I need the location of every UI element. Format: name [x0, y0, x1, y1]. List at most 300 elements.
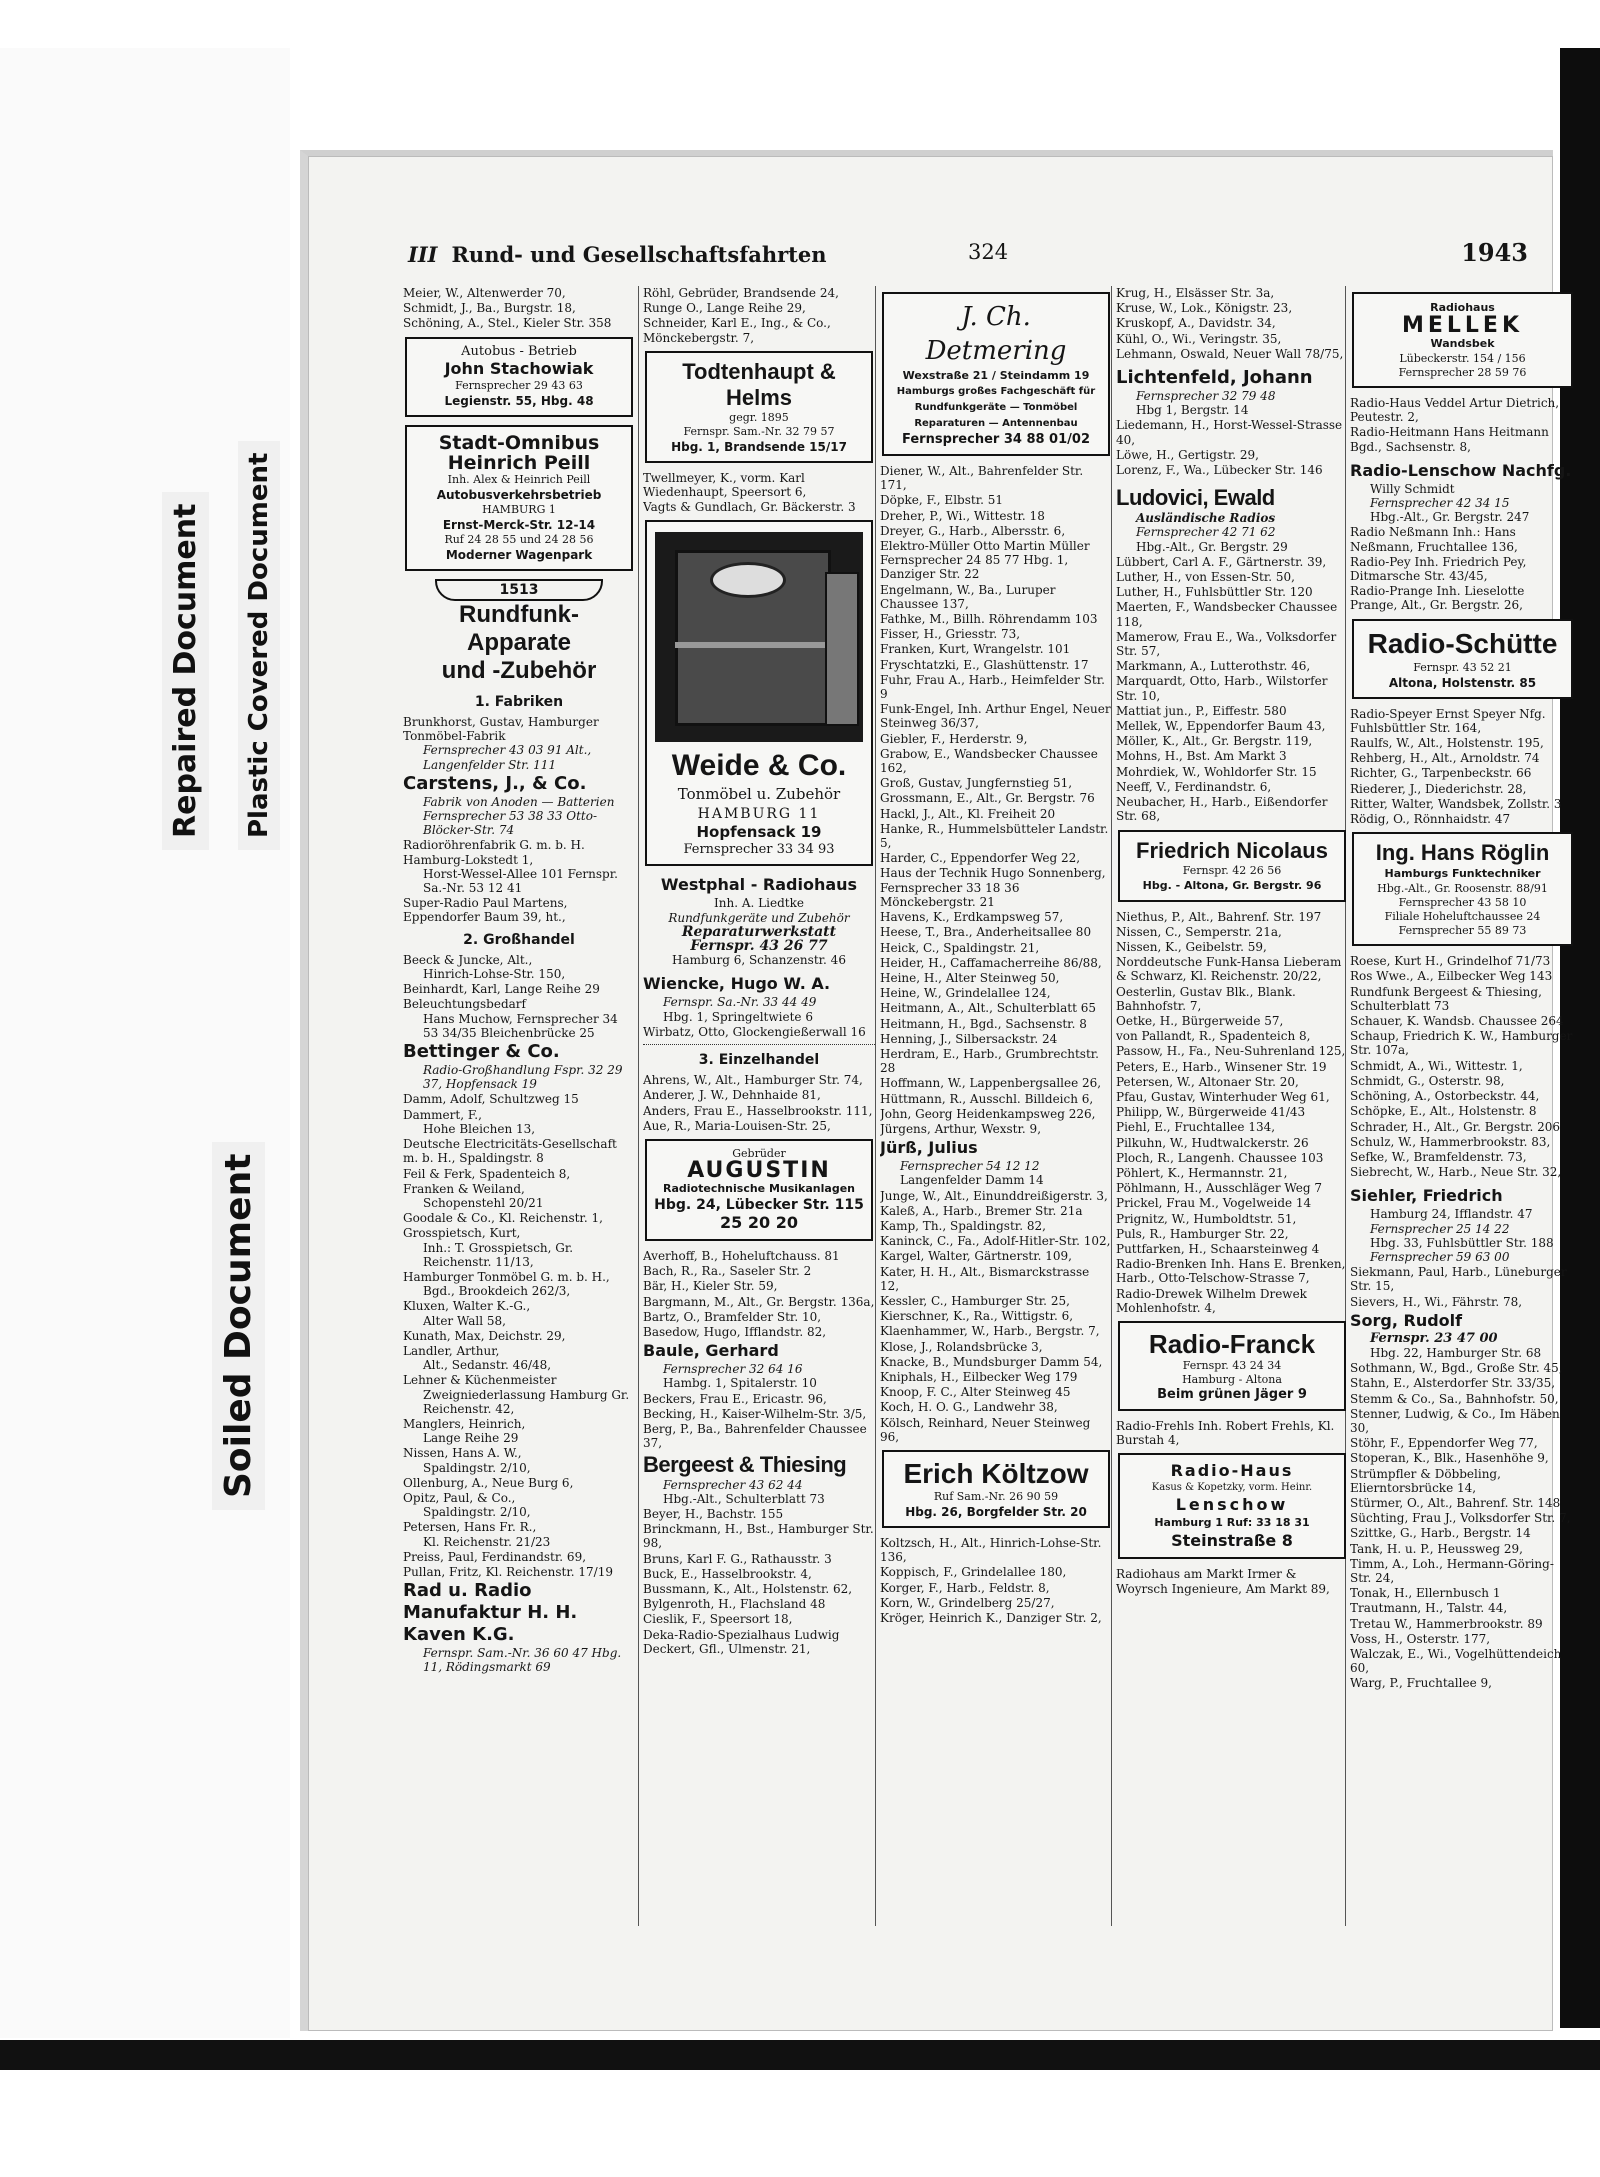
- entry-name: Opitz, Paul, & Co.,: [403, 1490, 516, 1505]
- entry-name: Damm, Adolf, Schultzweg 15: [403, 1092, 579, 1107]
- list-item: [403, 1329, 635, 1343]
- entry-name: Brunkhorst, Gustav, Hamburger Tonmöbel-Fabrik: [403, 715, 599, 744]
- list-item: Knoop, F. C., Alter Steinweg 45: [880, 1385, 1071, 1400]
- list-item: Strümpfler & Döbbeling, Elierntorsbrücke 14,: [1350, 1466, 1501, 1495]
- list-item: Franken, Kurt, Wrangelstr. 101: [880, 642, 1071, 657]
- entry-detail: Inh. A. Liedtke: [714, 896, 804, 911]
- shelf-shape: [675, 642, 825, 648]
- list-item: Möller, K., Alt., Gr. Bergstr. 119,: [1116, 734, 1313, 749]
- entry-name: Radioröhrenfabrik G. m. b. H. Hamburg-Lokstedt 1,: [403, 838, 585, 867]
- entry-detail: Lange Reihe 29: [423, 1431, 519, 1446]
- entry-detail: Hans Muchow, Fernsprecher 34 53 34/35 Bleichenbrücke 25: [423, 1011, 618, 1040]
- list-item: Kessler, C., Hamburger Str. 25,: [880, 1293, 1070, 1308]
- ad-todtenhaupt: [645, 351, 873, 463]
- ludovici-entry: [1116, 485, 1348, 554]
- list-item: [403, 838, 635, 895]
- entry-name: Beeck & Juncke, Alt.,: [403, 952, 533, 967]
- entry-detail: Hbg 1, Bergstr. 14: [1136, 403, 1249, 418]
- door-shape: [825, 572, 859, 726]
- divider: [643, 1044, 875, 1045]
- list-item: Puttfarken, H., Schaarsteinweg 4: [1116, 1241, 1320, 1256]
- list-item: Anderer, J. W., Dehnhaide 81,: [643, 1088, 821, 1103]
- list-item: Berg, P., Ba., Bahrenfelder Chaussee 37,: [643, 1422, 867, 1451]
- entry-name: Pullan, Fritz, Kl. Reichenstr. 17/19: [403, 1564, 613, 1579]
- list-item: Bartz, O., Bramfelder Str. 10,: [643, 1309, 822, 1324]
- ad-line: Hamburgs großes Fachgeschäft für: [896, 386, 1096, 397]
- list-item: [403, 953, 635, 981]
- list-item: Knacke, B., Mundsburger Damm 54,: [880, 1354, 1103, 1369]
- list-item: Schmidt, A., Wi., Wittestr. 1,: [1350, 1058, 1523, 1073]
- category-number: 1513: [435, 579, 603, 601]
- list-item: Radio-Speyer Ernst Speyer Nfg. Fuhlsbüttler Str. 164,: [1350, 706, 1546, 735]
- list-item: Niethus, P., Alt., Bahrenf. Str. 197: [1116, 909, 1322, 924]
- directory-page: [300, 150, 1573, 2031]
- ad-line: Radiohaus: [1430, 301, 1495, 314]
- list-item: Lehmann, Oswald, Neuer Wall 78/75,: [1116, 346, 1344, 361]
- ad-line: Reparaturen — Antennenbau: [914, 418, 1078, 429]
- ad-line: HAMBURG 11: [697, 806, 821, 823]
- entry-detail: Kl. Reichenstr. 21/23: [423, 1534, 551, 1549]
- ad-koeltzow: [882, 1450, 1110, 1528]
- list-item: Schauer, K. Wandsb. Chaussee 264: [1350, 1014, 1564, 1029]
- entry-name: Lichtenfeld, Johann: [1116, 367, 1313, 389]
- list-item: Fisser, H., Griesstr. 73,: [880, 627, 1021, 642]
- list-item: Siebrecht, W., Harb., Neue Str. 32,: [1350, 1165, 1562, 1180]
- list-item: Groß, Gustav, Jungfernstieg 51,: [880, 776, 1073, 791]
- entry-detail: Hbg. 22, Hamburger Str. 68: [1370, 1345, 1542, 1360]
- entry-name: Bettinger & Co.: [403, 1041, 560, 1063]
- entry-name: Ollenburg, A., Neue Burg 6,: [403, 1475, 574, 1490]
- list-item: [403, 1344, 635, 1372]
- entry-name: Jürß, Julius: [880, 1138, 978, 1158]
- list-item: Becking, H., Kaiser-Wilhelm-Str. 3/5,: [643, 1406, 867, 1421]
- category-title: Rundfunk-: [459, 600, 579, 628]
- list-item: Heine, H., Alter Steinweg 50,: [880, 970, 1060, 985]
- list-item: [403, 1137, 635, 1165]
- column-rule: [875, 286, 876, 1926]
- entry-detail: Inh.: T. Grosspietsch, Gr. Reichenstr. 11/13,: [423, 1240, 574, 1269]
- page-header: [408, 234, 1528, 274]
- entry-detail: Fernsprecher 43 62 44: [663, 1477, 803, 1492]
- ad-line: Hbg. 26, Borgfelder Str. 20: [905, 1505, 1087, 1519]
- column-1: [403, 286, 635, 1926]
- ad-title: J. Ch. Detmering: [925, 302, 1067, 366]
- entry-name: Grosspietsch, Kurt,: [403, 1226, 521, 1241]
- list-item: Sievers, H., Wi., Fährstr. 78,: [1350, 1294, 1523, 1309]
- baule-entry: [643, 1340, 875, 1390]
- ad-title: Radio-Franck: [1148, 1328, 1316, 1359]
- list-item: [403, 1550, 635, 1564]
- list-item: Sothmann, W., Bgd., Große Str. 45,: [1350, 1361, 1563, 1376]
- list-item: Deka-Radio-Spezialhaus Ludwig Deckert, Gfl., Ulmenstr. 21,: [643, 1627, 840, 1656]
- list-item: Philipp, W., Bürgerweide 41/43: [1116, 1105, 1306, 1120]
- list-item: [403, 1108, 635, 1136]
- entry-detail: Spaldingstr. 2/10,: [423, 1505, 531, 1520]
- list-item: Kaleß, A., Harb., Bremer Str. 21a: [880, 1203, 1083, 1218]
- ad-line: Fernsprecher 29 43 63: [455, 378, 583, 392]
- label-repaired: Repaired Document: [162, 492, 209, 850]
- ad-lenschow: [1118, 1453, 1346, 1559]
- list-item: Stemm & Co., Sa., Bahnhofstr. 50,: [1350, 1391, 1559, 1406]
- list-item: Heitmann, A., Alt., Schulterblatt 65: [880, 1001, 1097, 1016]
- list-item: Kruskopf, A., Davidstr. 34,: [1116, 316, 1276, 331]
- list-item: Giebler, F., Herderstr. 9,: [880, 731, 1028, 746]
- list-item: Piehl, E., Fruchtallee 134,: [1116, 1120, 1276, 1135]
- list-item: Timm, A., Loh., Hermann-Göring-Str. 24,: [1350, 1556, 1554, 1585]
- entry-detail: Fernspr. Sam.-Nr. 36 60 47 Hbg. 11, Rödingsmarkt 69: [423, 1646, 622, 1675]
- entry-detail: Horst-Wessel-Allee 101 Fernspr. Sa.-Nr. 53 12 41: [423, 866, 618, 896]
- list-item: Liedemann, H., Horst-Wessel-Strasse 40,: [1116, 418, 1343, 447]
- list-item: Tretau W., Hammerbrookstr. 89: [1350, 1616, 1543, 1631]
- section-header: [408, 242, 827, 267]
- entry-detail: Zweigniederlassung Hamburg Gr. Reichenstr. 42,: [423, 1387, 630, 1416]
- entry-name: Siehler, Friedrich: [1350, 1186, 1503, 1206]
- list-item: Schöning, A., Ostorbeckstr. 44,: [1350, 1089, 1540, 1104]
- list-item: [403, 1520, 635, 1548]
- list-item: Roese, Kurt H., Grindelhof 71/73: [1350, 954, 1551, 969]
- column-rule: [638, 286, 639, 1926]
- list-item: Mellek, W., Eppendorfer Baum 43,: [1116, 719, 1326, 734]
- list-item: Rödig, O., Rönnhaidstr. 47: [1350, 812, 1511, 827]
- ad-line: Fernspr. 43 52 21: [1413, 660, 1512, 674]
- list-item: [403, 896, 635, 924]
- entry-name: Kluxen, Walter K.-G.,: [403, 1299, 531, 1314]
- entry-detail: Hambg. 1, Spitalerstr. 10: [663, 1376, 817, 1391]
- list-item: Kölsch, Reinhard, Neuer Steinweg 96,: [880, 1415, 1091, 1444]
- list-item: Ploch, R., Langenh. Chaussee 103: [1116, 1150, 1324, 1165]
- list-item: Szittke, G., Harb., Bergstr. 14: [1350, 1526, 1531, 1541]
- entry-detail: Schopenstehl 20/21: [423, 1195, 544, 1210]
- ad-line: Ruf Sam.-Nr. 26 90 59: [933, 1490, 1059, 1503]
- list-item: Kater, H. H., Alt., Bismarckstrasse 12,: [880, 1264, 1090, 1293]
- ad-peill: [405, 425, 633, 571]
- entry-detail: Hinrich-Lohse-Str. 150,: [423, 967, 566, 982]
- list-item: Bussmann, K., Alt., Holstenstr. 62,: [643, 1581, 853, 1596]
- subsection-heading: 1. Fabriken: [474, 693, 564, 710]
- list-item: Warg, P., Fruchtallee 9,: [1350, 1676, 1492, 1691]
- list-item: [403, 1417, 635, 1445]
- list-item: Heine, W., Grindelallee 124,: [880, 986, 1051, 1001]
- list-item: Süchting, Frau J., Volksdorfer Str. 7,: [1350, 1511, 1571, 1526]
- list-item: Koch, H. O. G., Landwehr 38,: [880, 1400, 1058, 1415]
- list-item: Stöhr, F., Eppendorfer Weg 77,: [1350, 1436, 1538, 1451]
- entry-detail: Alter Wall 58,: [423, 1313, 506, 1328]
- list-item: Korn, W., Grindelberg 25/27,: [880, 1595, 1055, 1610]
- entry-name: Manglers, Heinrich,: [403, 1416, 526, 1431]
- list-item: Löwe, H., Gertigstr. 29,: [1116, 447, 1259, 462]
- list-item: Radio Neßmann Inh.: Hans Neßmann, Fruchtallee 136,: [1350, 525, 1518, 554]
- condition-labels: [150, 330, 300, 1530]
- list-item: Ritter, Walter, Wandsbek, Zollstr. 3: [1350, 796, 1562, 811]
- juerss-entry: [880, 1137, 1112, 1187]
- list-item: Fathke, M., Billh. Röhrendamm 103: [880, 612, 1098, 627]
- entry-name: Baule, Gerhard: [643, 1341, 779, 1361]
- list-item: Schulz, W., Hammerbrookstr. 83,: [1350, 1134, 1551, 1149]
- ad-title: Steinstraße 8: [1171, 1531, 1293, 1551]
- list-item: Runge O., Lange Reihe 29,: [643, 301, 806, 316]
- ad-title: Radio-Haus: [1170, 1461, 1294, 1481]
- list-item: Walczak, E., Wi., Vogelhüttendeich 60,: [1350, 1647, 1562, 1676]
- list-item: Bruns, Karl F. G., Rathausstr. 3: [643, 1551, 832, 1566]
- entry-detail: Willy Schmidt: [1370, 481, 1455, 496]
- list-item: Radio-Haus Veddel Artur Dietrich, Peutestr. 2,: [1350, 396, 1560, 425]
- list-item: Bach, R., Ra., Saseler Str. 2: [643, 1264, 812, 1279]
- list-item: Sefke, W., Bramfeldenstr. 73,: [1350, 1149, 1527, 1164]
- entry-name: Sorg, Rudolf: [1350, 1310, 1463, 1330]
- list-item: Schaup, Friedrich K. W., Hamburger Str. 107a,: [1350, 1029, 1573, 1058]
- ad-line: Kasus & Kopetzky, vorm. Heinr.: [1151, 1482, 1313, 1494]
- ad-title: Radio-Schütte: [1367, 627, 1558, 659]
- list-item: Heese, T., Bra., Anderheitsallee 80: [880, 925, 1092, 940]
- list-item: Beckers, Frau E., Ericastr. 96,: [643, 1391, 827, 1406]
- entry-name: Westphal - Radiohaus: [660, 875, 858, 895]
- list-item: Vagts & Gundlach, Gr. Bäckerstr. 3: [643, 500, 856, 515]
- list-item: Stahn, E., Alsterdorfer Str. 33/35,: [1350, 1376, 1556, 1391]
- list-item: Ros Wwe., A., Eilbecker Weg 143: [1350, 969, 1553, 984]
- ad-line: Fernsprecher 43 58 10: [1398, 896, 1527, 910]
- list-item: Prickel, Frau M., Vogelweide 14: [1116, 1196, 1312, 1211]
- subsection-heading: 3. Einzelhandel: [698, 1052, 820, 1069]
- entry-detail: Spaldingstr. 2/10,: [423, 1460, 531, 1475]
- list-item: Petersen, W., Altonaer Str. 20,: [1116, 1074, 1299, 1089]
- list-item: Peters, E., Harb., Winsener Str. 19: [1116, 1059, 1327, 1074]
- list-item: Buck, E., Hasselbrookstr. 4,: [643, 1566, 812, 1581]
- list-item: Lübbert, Carl A. F., Gärtnerstr. 39,: [1116, 554, 1327, 569]
- entry-name: Wiencke, Hugo W. A.: [643, 974, 831, 994]
- list-item: Cieslik, F., Speersort 18,: [643, 1612, 793, 1627]
- list-item: Luther, H., von Essen-Str. 50,: [1116, 570, 1295, 585]
- entry-name: Rad u. Radio Manufaktur H. H. Kaven K.G.: [403, 1580, 578, 1646]
- list-item: Nissen, C., Semperstr. 21a,: [1116, 924, 1282, 939]
- list-item: Hanke, R., Hummelsbütteler Landstr. 5,: [880, 821, 1109, 851]
- ad-schuette: [1352, 619, 1573, 699]
- ad-line: Fernspr. Sam.-Nr. 32 79 57: [683, 424, 835, 438]
- ad-title: Todtenhaupt & Helms: [682, 358, 836, 410]
- ad-line: Inh. Alex & Heinrich Peill: [447, 472, 591, 486]
- list-item: Mattiat jun., P., Eiffestr. 580: [1116, 703, 1287, 718]
- ad-line: Fernspr. 43 24 34: [1182, 1358, 1282, 1372]
- ad-line: Wandsbek: [1430, 337, 1495, 350]
- list-item: Heitmann, H., Bgd., Sachsenstr. 8: [880, 1016, 1087, 1031]
- ad-title: Lenschow: [1175, 1495, 1289, 1515]
- list-item: Kniphals, H., Eilbecker Weg 179: [880, 1369, 1078, 1384]
- list-item: Tank, H. u. P., Heussweg 29,: [1350, 1541, 1523, 1556]
- list-item: Pfau, Gustav, Winterhuder Weg 61,: [1116, 1089, 1330, 1104]
- list-item: Funk-Engel, Inh. Arthur Engel, Neuer Steinweg 36/37,: [880, 702, 1111, 731]
- list-item: Riederer, J., Diederichstr. 28,: [1350, 781, 1527, 796]
- list-item: Rehberg, H., Alt., Arnoldstr. 74: [1350, 751, 1540, 766]
- ad-title: Friedrich Nicolaus: [1136, 837, 1328, 863]
- list-item: Mohrdiek, W., Wohldorfer Str. 15: [1116, 764, 1317, 779]
- entry-detail: Bgd., Brookdeich 262/3,: [423, 1284, 571, 1299]
- ad-line: Radiotechnische Musikanlagen: [663, 1182, 855, 1196]
- list-item: Markmann, A., Lutterothstr. 46,: [1116, 659, 1311, 674]
- list-item: Koltzsch, H., Alt., Hinrich-Lohse-Str. 136,: [880, 1536, 1102, 1565]
- entry-name: Hamburger Tonmöbel G. m. b. H.,: [403, 1269, 610, 1284]
- list-item: [403, 773, 635, 838]
- list-item: Schneider, Karl E., Ing., & Co., Mönckebergstr. 7,: [643, 316, 831, 345]
- entry-name: Goodale & Co., Kl. Reichenstr. 1,: [403, 1211, 603, 1226]
- list-item: Norddeutsche Funk-Hansa Lieberam & Schwarz, Kl. Reichenstr. 20/22,: [1116, 955, 1342, 984]
- entry-detail: Fernsprecher 25 14 22: [1370, 1221, 1510, 1236]
- list-item: Stürmer, O., Alt., Bahrenf. Str. 148: [1350, 1495, 1561, 1510]
- ad-line: Altona, Holstenstr. 85: [1388, 675, 1537, 690]
- list-item: Lorenz, F., Wa., Lübecker Str. 146: [1116, 463, 1323, 478]
- entry-name: Dammert, F.,: [403, 1107, 482, 1122]
- list-item: Kaninck, C., Fa., Adolf-Hitler-Str. 102,: [880, 1234, 1111, 1249]
- entry-detail: Fernspr. Sa.-Nr. 33 44 49: [663, 995, 817, 1010]
- ad-title: John Stachowiak: [444, 358, 594, 378]
- entry-detail: Hamburg 6, Schanzenstr. 46: [672, 953, 846, 968]
- ad-line: Autobus - Betrieb: [461, 343, 577, 359]
- list-item: Haus der Technik Hugo Sonnenberg, Fernsprecher 33 18 36 Mönckebergstr. 21: [880, 866, 1106, 909]
- label-plastic-covered: Plastic Covered Document: [238, 441, 280, 850]
- sorg-entry: [1350, 1310, 1575, 1360]
- entry-detail: Ausländische Radios: [1136, 511, 1276, 526]
- list-item: Heider, H., Caffamacherreihe 86/88,: [880, 955, 1102, 970]
- list-item: Kruse, W., Lok., Königstr. 23,: [1116, 301, 1293, 316]
- list-item: Grossmann, E., Alt., Gr. Bergstr. 76: [880, 791, 1095, 806]
- list-item: Heick, C., Spaldingstr. 21,: [880, 940, 1040, 955]
- ad-line: Fernsprecher 55 89 73: [1398, 924, 1527, 938]
- list-item: Korger, F., Harb., Feldstr. 8,: [880, 1580, 1050, 1595]
- entry-detail: Hbg. 1, Springeltwiete 6: [663, 1009, 813, 1024]
- entry-detail: Radio-Großhandlung Fspr. 32 29 37, Hopfensack 19: [423, 1063, 623, 1092]
- radio-cabinet-image: [655, 532, 863, 742]
- column-5: [1350, 286, 1575, 1926]
- list-item: Bylgenroth, H., Flachsland 48: [643, 1597, 826, 1612]
- list-item: Kühl, O., Wi., Veringstr. 35,: [1116, 331, 1282, 346]
- year: 1943: [1461, 238, 1528, 267]
- list-item: Bär, H., Kieler Str. 59,: [643, 1279, 778, 1294]
- entry-name: Ludovici, Ewald: [1116, 485, 1275, 511]
- page-number: 324: [968, 240, 1009, 264]
- list-item: Radio-Prange Inh. Lieselotte Prange, Alt., Gr. Bergstr. 26,: [1350, 584, 1525, 613]
- bergeest-entry: [643, 1452, 875, 1506]
- entry-detail: Fernspr. 43 26 77: [690, 938, 828, 955]
- ad-title: MELLEK: [1401, 313, 1524, 338]
- ad-title: Ing. Hans Röglin: [1375, 840, 1550, 866]
- list-item: [403, 1270, 635, 1298]
- column-2: [643, 286, 875, 1926]
- list-item: Marquardt, Otto, Harb., Wilstorfer Str. 10,: [1116, 674, 1328, 703]
- list-item: Röhl, Gebrüder, Brandsende 24,: [643, 286, 839, 300]
- ad-title: Weide & Co.: [671, 749, 847, 783]
- list-item: Schöpke, E., Alt., Holstenstr. 8: [1350, 1104, 1537, 1119]
- entry-name: Nissen, Hans A. W.,: [403, 1446, 522, 1461]
- ad-detmering: [882, 292, 1110, 456]
- section-title: Rund- und Gesellschaftsfahrten: [451, 242, 827, 267]
- list-item: Tonak, H., Ellernbusch 1: [1350, 1586, 1501, 1601]
- entry-detail: Fabrik von Anoden — Batterien Fernsprecher 53 38 33 Otto-Blöcker-Str. 74: [423, 794, 615, 838]
- ad-title: Stadt-Omnibus: [438, 431, 600, 454]
- list-item: Kargel, Walter, Gärtnerstr. 109,: [880, 1249, 1072, 1264]
- list-item: Koppisch, F., Grindelallee 180,: [880, 1565, 1067, 1580]
- list-item: [403, 1580, 635, 1674]
- ad-line: Hopfensack 19: [696, 823, 822, 842]
- list-item: Siekmann, Paul, Harb., Lüneburger Str. 15,: [1350, 1265, 1567, 1294]
- entry-detail: Hbg.-Alt., Gr. Bergstr. 247: [1370, 510, 1530, 525]
- list-item: Radio-Pey Inh. Friedrich Pey, Ditmarsche Str. 43/45,: [1350, 554, 1527, 584]
- list-item: Pöhlmann, H., Ausschläger Weg 7: [1116, 1181, 1322, 1196]
- ad-line: Rundfunkgeräte — Tonmöbel: [914, 402, 1078, 413]
- subsection-heading: 2. Großhandel: [463, 931, 575, 948]
- list-item: Klaenhammer, W., Harb., Bergstr. 7,: [880, 1324, 1100, 1339]
- lenschow-entry: [1350, 460, 1575, 525]
- list-item: Fuhr, Frau A., Harb., Heimfelder Str. 9: [880, 672, 1105, 702]
- column-4: [1116, 286, 1348, 1926]
- list-item: Fryschtatzki, E., Glashüttenstr. 17: [880, 657, 1089, 672]
- list-item: Richter, G., Tarpenbeckstr. 66: [1350, 766, 1532, 781]
- list-item: Jürgens, Arthur, Wexstr. 9,: [880, 1121, 1042, 1136]
- column-3: [880, 286, 1112, 1926]
- list-item: [403, 1476, 635, 1490]
- list-item: Passow, H., Fa., Neu-Suhrenland 125,: [1116, 1044, 1346, 1059]
- list-item: Maerten, F., Wandsbecker Chaussee 118,: [1116, 600, 1338, 629]
- list-item: Radio-Brenken Inh. Hans E. Brenken, Harb., Otto-Telschow-Strasse 7,: [1116, 1257, 1346, 1286]
- list-item: Neeff, V., Ferdinandstr. 6,: [1116, 779, 1272, 794]
- ad-line: Hbg. 1, Brandsende 15/17: [671, 439, 847, 454]
- list-item: von Pallandt, R., Spadenteich 8,: [1116, 1029, 1311, 1044]
- list-item: Diener, W., Alt., Bahrenfelder Str. 171,: [880, 464, 1084, 493]
- ad-title: AUGUSTIN: [687, 1158, 831, 1184]
- ad-nicolaus: [1118, 830, 1346, 902]
- entry-detail: Fernsprecher 59 63 00: [1370, 1249, 1510, 1264]
- list-item: Voss, H., Osterstr. 177,: [1350, 1631, 1491, 1646]
- entry-detail: Fernsprecher 54 12 12: [900, 1159, 1040, 1174]
- list-item: Harder, C., Eppendorfer Weg 22,: [880, 851, 1081, 866]
- list-item: Brinckmann, H., Bst., Hamburger Str. 98,: [643, 1522, 874, 1551]
- entry-detail: Fernsprecher 42 34 15: [1370, 496, 1510, 511]
- list-item: Mohns, H., Bst. Am Markt 3: [1116, 749, 1287, 764]
- entry-name: Lehner & Küchenmeister: [403, 1373, 557, 1388]
- entry-name: Kunath, Max, Deichstr. 29,: [403, 1328, 566, 1343]
- ad-line: Hbg. - Altona, Gr. Bergstr. 96: [1142, 878, 1322, 892]
- list-item: Kamp, Th., Spaldingstr. 82,: [880, 1218, 1046, 1233]
- list-item: Luther, H., Fuhlsbüttler Str. 120: [1116, 585, 1313, 600]
- entry-name: Beleuchtungsbedarf: [403, 997, 526, 1012]
- ad-line: Legienstr. 55, Hbg. 48: [444, 393, 594, 408]
- entry-name: Carstens, J., & Co.: [403, 772, 587, 794]
- wiencke-entry: [643, 973, 875, 1023]
- scan-edge-bottom: [0, 2040, 1600, 2070]
- ad-line: Moderner Wagenpark: [445, 547, 593, 562]
- list-item: Ahrens, W., Alt., Hamburger Str. 74,: [643, 1073, 863, 1088]
- list-item: Prignitz, W., Humboldtstr. 51,: [1116, 1211, 1297, 1226]
- lichtenfeld-entry: [1116, 367, 1348, 417]
- list-item: Elektro-Müller Otto Martin Müller Fernsprecher 24 85 77 Hbg. 1, Danziger Str. 22: [880, 539, 1090, 582]
- list-item: Dreyer, G., Harb., Albersstr. 6,: [880, 523, 1066, 538]
- list-item: Schmidt, G., Osterstr. 98,: [1350, 1073, 1505, 1088]
- list-item: Henning, J., Silbersackstr. 24: [880, 1031, 1058, 1046]
- list-item: Meier, W., Altenwerder 70,: [403, 286, 566, 300]
- list-item: [403, 1299, 635, 1327]
- list-item: Grabow, E., Wandsbecker Chaussee 162,: [880, 746, 1098, 776]
- entry-detail: Fernsprecher 43 03 91 Alt., Langenfelder Str. 111: [423, 743, 592, 772]
- entry-detail: Fernsprecher 42 71 62: [1136, 525, 1276, 540]
- list-item: Wirbatz, Otto, Glockengießerwall 16: [643, 1024, 866, 1039]
- list-item: Dreher, P., Wi., Wittestr. 18: [880, 508, 1045, 523]
- entry-detail: Alt., Sedanstr. 46/48,: [423, 1358, 552, 1373]
- ad-augustin: [645, 1139, 873, 1241]
- list-item: Neubacher, H., Harb., Eißendorfer Str. 68,: [1116, 795, 1328, 824]
- category-title: und -Zubehör: [441, 656, 597, 684]
- ad-line: Hbg.-Alt., Gr. Roosenstr. 88/91: [1377, 882, 1548, 896]
- ad-line: HAMBURG 1: [482, 502, 556, 516]
- list-item: Herdram, E., Harb., Grumbrechtstr. 28: [880, 1046, 1099, 1076]
- entry-detail: Hohe Bleichen 13,: [423, 1121, 536, 1136]
- list-item: Mamerow, Frau E., Wa., Volksdorfer Str. 57,: [1116, 629, 1337, 659]
